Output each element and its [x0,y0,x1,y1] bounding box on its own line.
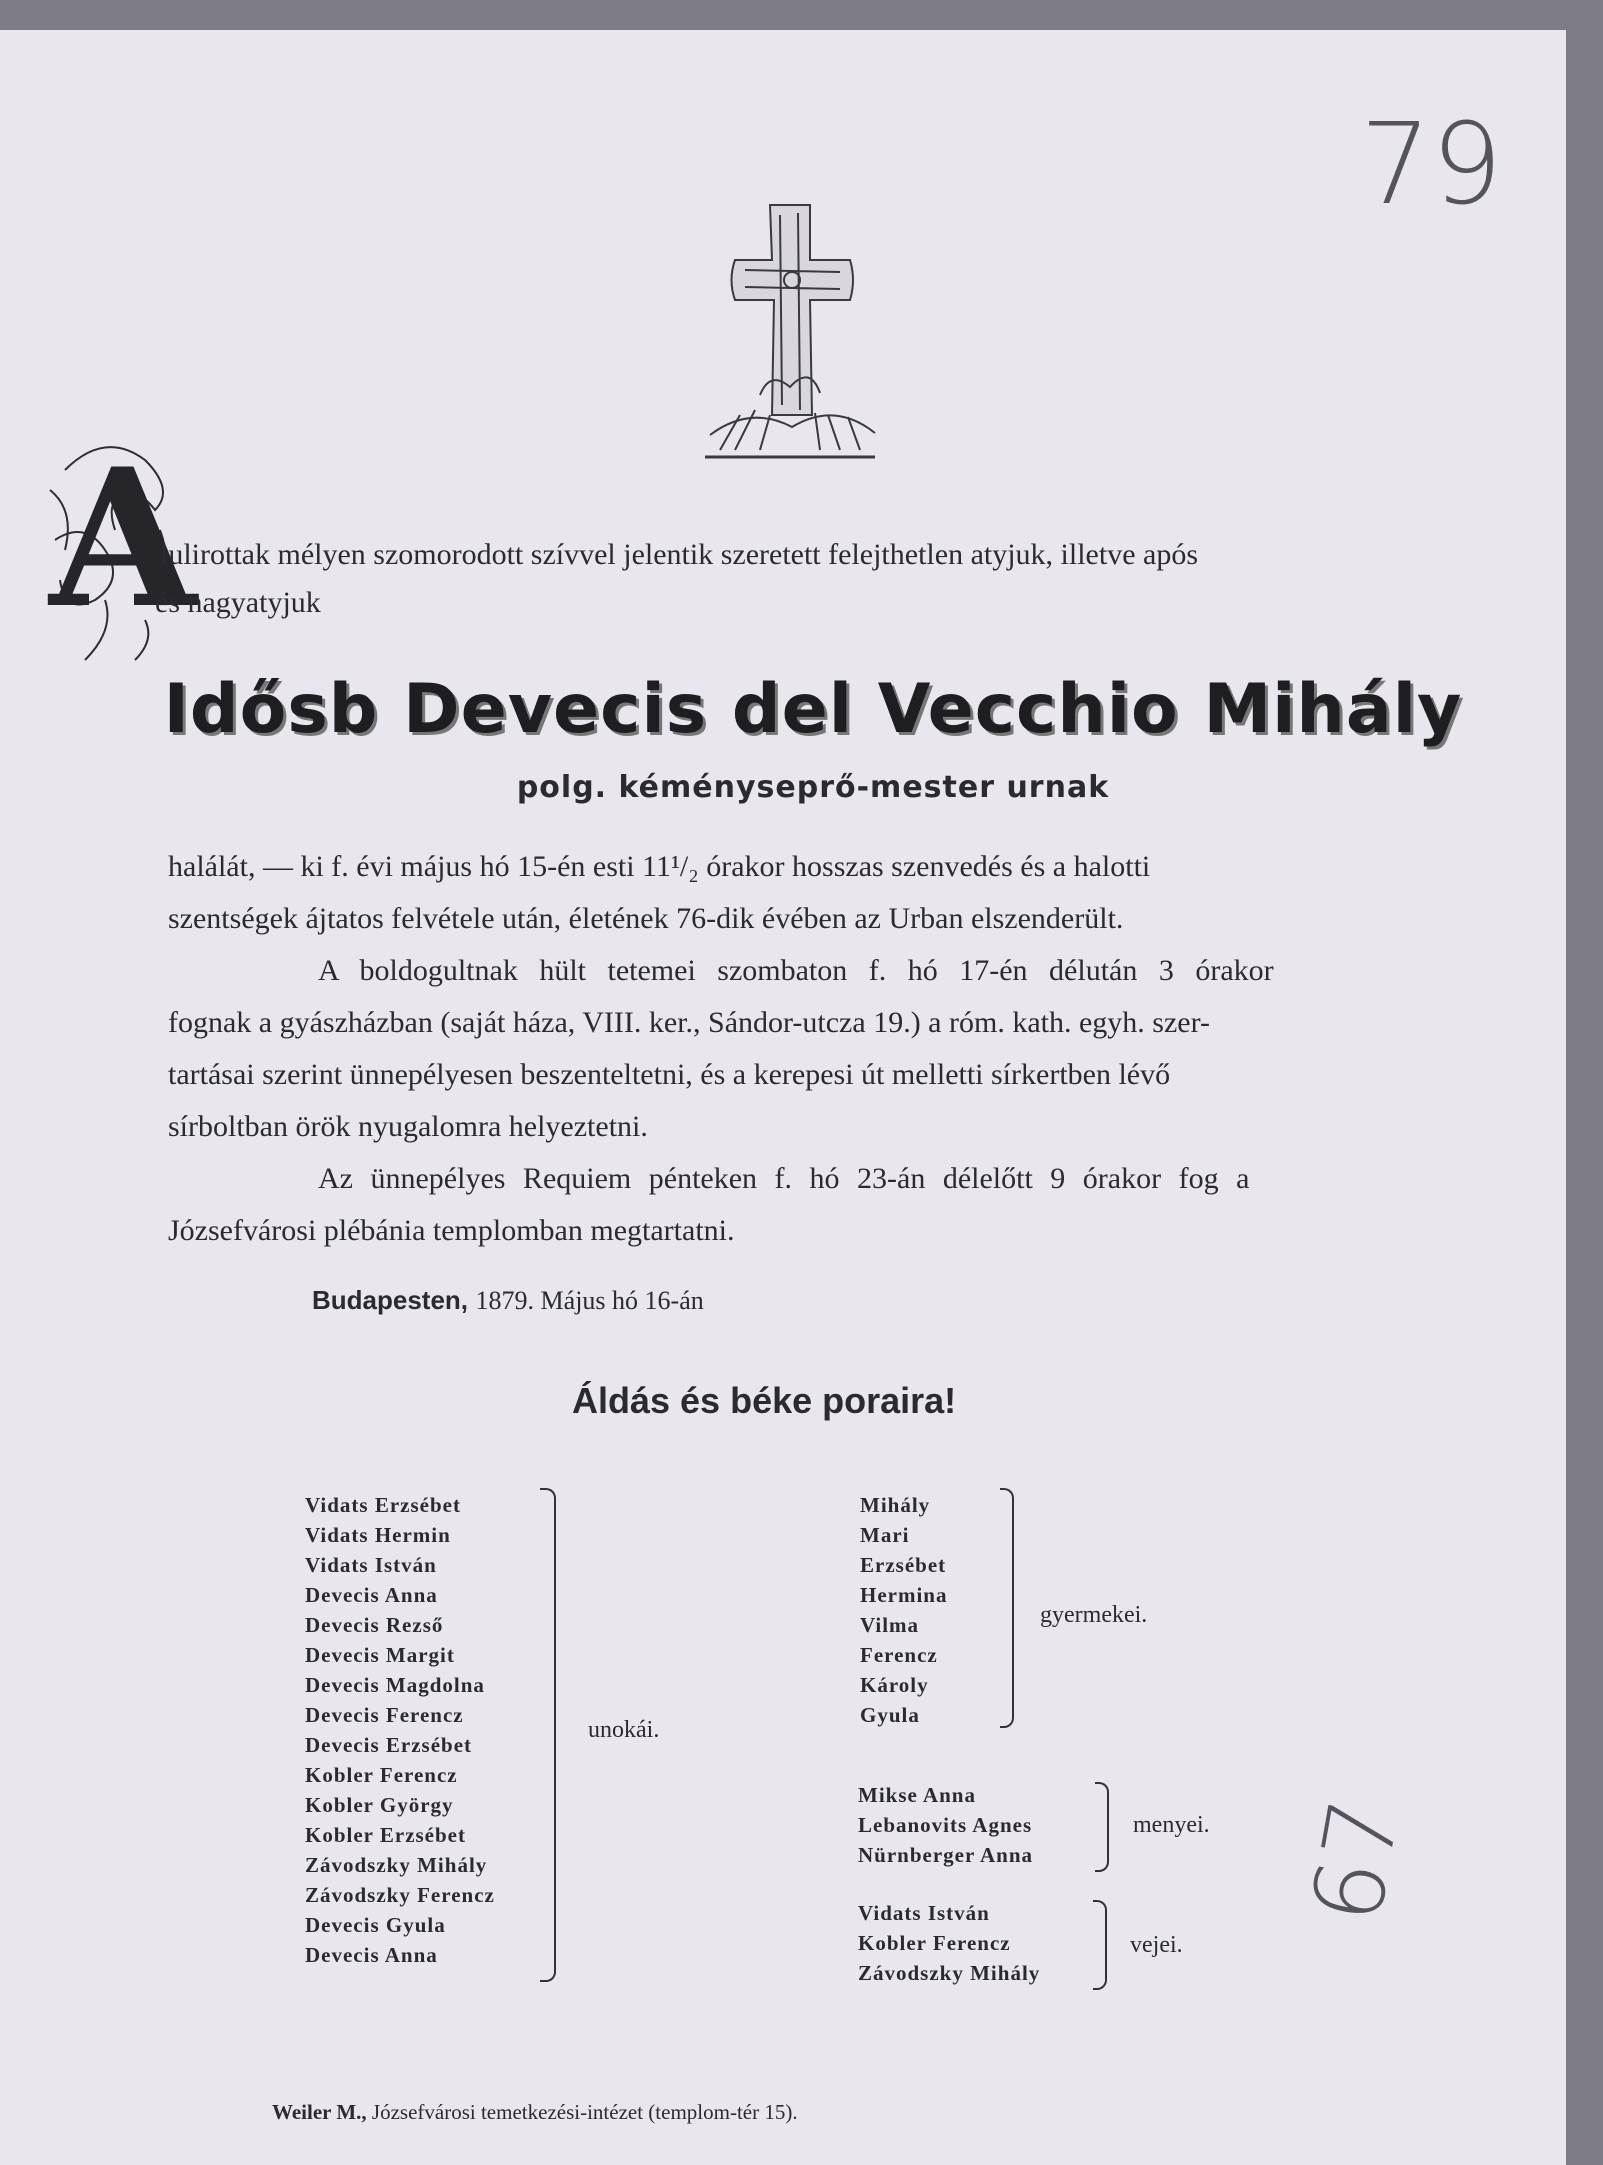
list-item: Kobler Ferencz [305,1763,458,1787]
opening-line-2: és nagyatyjuk [155,586,321,619]
death-notice-page [0,30,1566,2165]
cross-icon [700,165,880,465]
sons-in-law-label: vejei. [1130,1932,1183,1958]
grandchildren-list [305,1490,495,1970]
list-item: Kobler György [305,1793,454,1817]
list-item: Závodszky Mihály [305,1853,488,1877]
list-item: Mihály [860,1493,931,1517]
list-item: Devecis Margit [305,1643,455,1667]
list-item: Nürnberger Anna [858,1843,1034,1867]
daughters-in-law-list [858,1780,1033,1870]
list-item: Lebanovits Agnes [858,1813,1033,1837]
children-list [860,1490,947,1730]
sons-in-law-brace [1093,1900,1107,1990]
dateline-place: Budapesten, [312,1285,469,1315]
daughters-in-law-label: menyei. [1133,1812,1210,1838]
body-p2-line2: fognak a gyászházban (saját háza, VIII. ker., Sándor-utcza 19.) a róm. kath. egyh. szer- [168,1006,1210,1039]
list-item: Mari [860,1523,910,1547]
grandchildren-label: unokái. [588,1717,660,1743]
list-item: Devecis Ferencz [305,1703,464,1727]
list-item: Devecis Anna [305,1583,438,1607]
list-item: Devecis Gyula [305,1913,446,1937]
list-item: Kobler Erzsébet [305,1823,466,1847]
list-item: Vilma [860,1613,920,1637]
list-item: Gyula [860,1703,920,1727]
list-item: Kobler Ferencz [858,1931,1011,1955]
list-item: Hermina [860,1583,948,1607]
printer-footer [272,2100,798,2125]
list-item: Vidats István [858,1901,990,1925]
children-brace [1000,1488,1014,1728]
occupation: polg. kéményseprő-mester urnak [516,770,1110,805]
body-p3-line2: Józsefvárosi plébánia templomban megtartatni. [168,1214,735,1247]
body-p2-line3: tartásai szerint ünnepélyesen beszenteltetni, és a kerepesi út melletti sírkertben lévő [168,1058,1171,1091]
list-item: Vidats István [305,1553,437,1577]
body-p1-line2: szentségek ájtatos felvétele után, életének 76-dik évében az Urban elszenderült. [168,902,1124,935]
body-p2-line1: A boldogultnak hült tetemei szombaton f. hó 17-én délután 3 órakor [318,954,1274,987]
list-item: Ferencz [860,1643,938,1667]
list-item: Vidats Erzsébet [305,1493,461,1517]
list-item: Devecis Magdolna [305,1673,485,1697]
list-item: Erzsébet [860,1553,947,1577]
body-p2-line4: sírboltban örök nyugalomra helyeztetni. [168,1110,648,1143]
dateline-date: 1879. Május hó 16-án [475,1286,704,1315]
body-p3-line1: Az ünnepélyes Requiem pénteken f. hó 23-án délelőtt 9 órakor fog a [318,1162,1250,1195]
grandchildren-brace [540,1488,556,1982]
list-item: Devecis Anna [305,1943,438,1967]
printer-address: Józsefvárosi temetkezési-intézet (templom-tér 15). [371,2100,798,2124]
printer-name: Weiler M., [272,2100,367,2124]
dateline [312,1285,704,1315]
children-label: gyermekei. [1040,1602,1148,1628]
list-item: Závodszky Mihály [858,1961,1041,1985]
initial-letter: A [49,427,197,650]
blessing: Áldás és béke poraira! [572,1380,957,1421]
handwritten-page-number: 79 [1360,100,1503,230]
list-item: Mikse Anna [858,1783,976,1807]
handwritten-margin-number: 67 [1290,1791,1422,1931]
opening-line-1: lulirottak mélyen szomorodott szívvel jelentik szeretett felejthetlen atyjuk, illetve após [160,538,1199,571]
deceased-name: Idősb Devecis del Vecchio Mihály [163,670,1463,749]
list-item: Devecis Erzsébet [305,1733,473,1757]
daughters-in-law-brace [1095,1782,1109,1872]
list-item: Vidats Hermin [305,1523,451,1547]
list-item: Závodszky Ferencz [305,1883,495,1907]
sons-in-law-list [858,1898,1040,1988]
body-p1-line1: halálát, — ki f. évi május hó 15-én esti 11¹/₂ órakor hosszas szenvedés és a halotti [168,850,1151,883]
list-item: Devecis Rezső [305,1613,444,1637]
list-item: Károly [860,1673,929,1697]
